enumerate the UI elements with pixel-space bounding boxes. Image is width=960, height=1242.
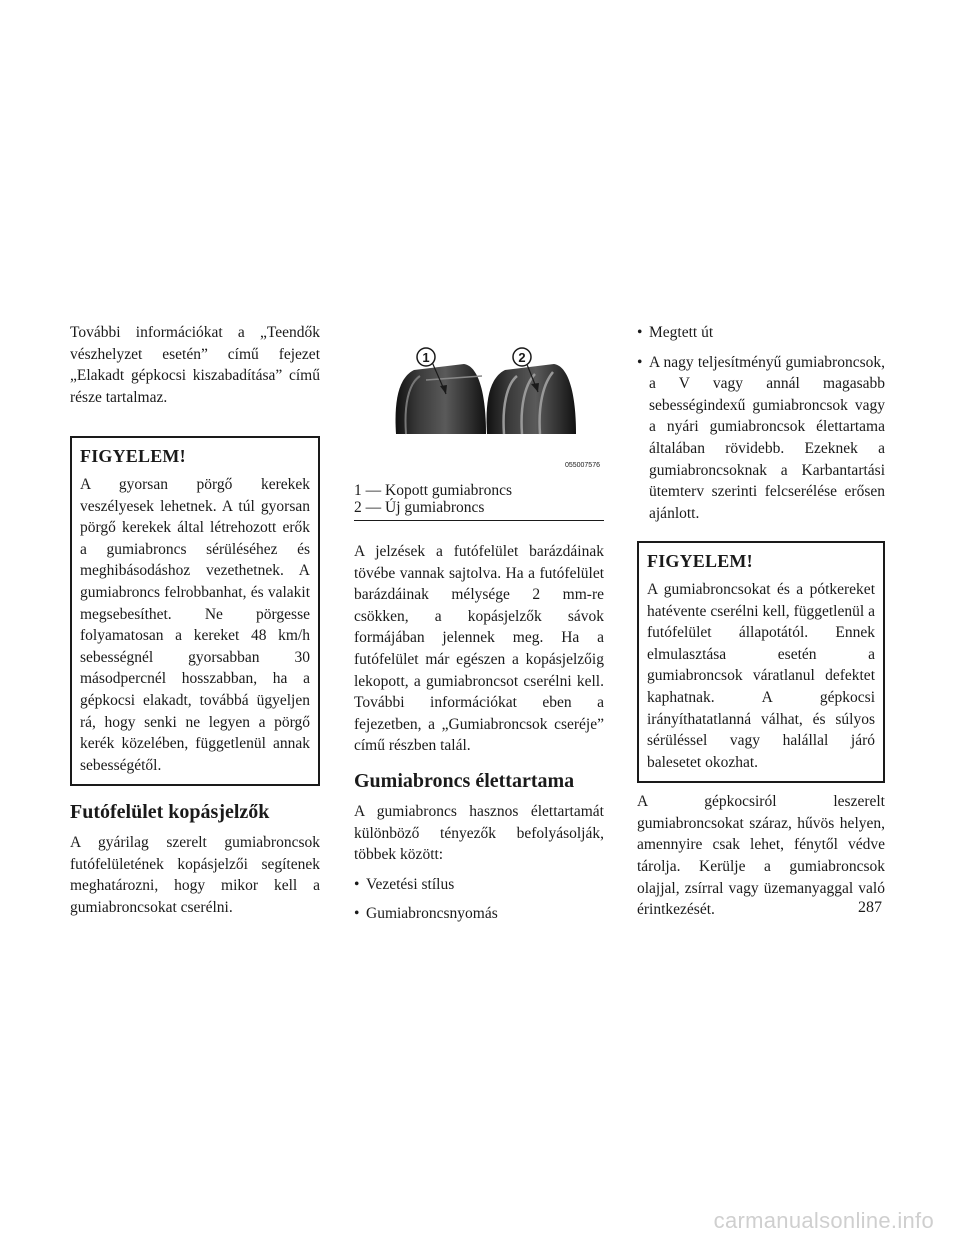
section-heading-tread-wear: Futófelület kopásjelzők — [70, 801, 270, 824]
tire-life-factors-list-continued — [637, 322, 885, 524]
list-item: • Vezetési stílus — [354, 874, 604, 896]
column-middle — [354, 322, 604, 925]
figure-code: 055007576 — [564, 462, 600, 469]
list-item: • Gumiabroncsnyomás — [354, 903, 604, 925]
warning-text: A gyorsan pörgő kerekek veszélyesek lehetnek. A túl gyorsan pörgő kerekek által létrehozott erők a gumiabroncs sérüléséhez és meghibásodáshoz vezethetnek. A gumiabroncs felrobbanhat, és valakit megsebesíthet. Ne pörgesse folyamatosan a kereket 48 km/h sebességnél gyorsabban 30 másodpercnél hosszabban, ha a gépkocsi elakadt, továbbá ügyeljen rá, hogy senki ne legyen a pörgő kerék közelében, függetlenül annak sebességétől. — [80, 475, 310, 774]
caption-line-1: 1 — Kopott gumiabroncs — [354, 482, 512, 499]
worn-tire-icon — [396, 364, 486, 434]
section-heading-tire-life: Gumiabroncs élettartama — [354, 769, 575, 792]
list-item: • Megtett út — [637, 322, 885, 344]
column-right — [637, 322, 885, 921]
warning-title: FIGYELEM! — [80, 446, 186, 467]
tread-marks-paragraph: A jelzések a futófelület barázdáinak tövébe vannak sajtolva. Ha a futófelület barázdáinak mélysége 2 mm-re csökken, a kopásjelzők sávok formájában jelennek meg. Ha a futófelület már egészen a kopásjelzőig lekopott, a gumiabroncsot cserélni kell. További információkat eben a fejezetben, a „Gumiabroncsok cseréje” című részben talál. — [354, 543, 604, 755]
warning-title: FIGYELEM! — [647, 551, 753, 572]
svg-text:2: 2 — [518, 350, 526, 365]
warning-box — [70, 436, 320, 786]
list-item: • A nagy teljesítményű gumiabroncsok, a V vagy annál magasabb sebességindexű gumiabroncsok vagy a nyári gumiabroncsok élettartama általában rövidebb. Ezeknek a gumiabroncsoknak a Karbantartási ütemterv szerinti felcserélése erősen ajánlott. — [637, 352, 885, 525]
intro-paragraph: További információkat a „Teendők vészhelyzet esetén” című fejezet „Elakadt gépkocsi kiszabadítása” című része tartalmaz. — [70, 324, 320, 406]
storage-paragraph: A gépkocsiról leszerelt gumiabroncsokat száraz, hűvös helyen, amennyire csak lehet, fénytől védve tárolja. Kerülje a gumiabroncsok olajjal, zsírral vagy üzemanyaggal való érintkezését. — [637, 793, 885, 919]
caption-line-2: 2 — Új gumiabroncs — [354, 499, 485, 516]
tire-life-factors-list — [354, 874, 604, 925]
tire-figure-svg — [354, 322, 604, 472]
column-left — [70, 322, 320, 919]
figure-caption — [354, 482, 604, 521]
tire-life-paragraph: A gumiabroncs hasznos élettartamát különböző tényezők befolyásolják, többek között: — [354, 802, 604, 864]
warning-text: A gumiabroncsokat és a pótkereket hatévente cserélni kell, függetlenül a futófelület állapotától. Ennek elmulasztása esetén a gumiabroncsok váratlanul defektet kaphatnak. A gépkocsi irányíthatatlanná válhat, és súlyos sérüléssel vagy halállal járó balesetet okozhat. — [647, 580, 875, 771]
svg-text:1: 1 — [422, 350, 430, 365]
tire-illustration — [354, 322, 604, 472]
page-number: 287 — [858, 899, 882, 916]
warning-box — [637, 541, 885, 783]
tread-wear-paragraph: A gyárilag szerelt gumiabroncsok futófelületének kopásjelzői segítenek meghatározni, hogy mikor kell a gumiabroncsokat cserélni. — [70, 834, 320, 917]
watermark: carmanualsonline.info — [713, 1208, 934, 1233]
